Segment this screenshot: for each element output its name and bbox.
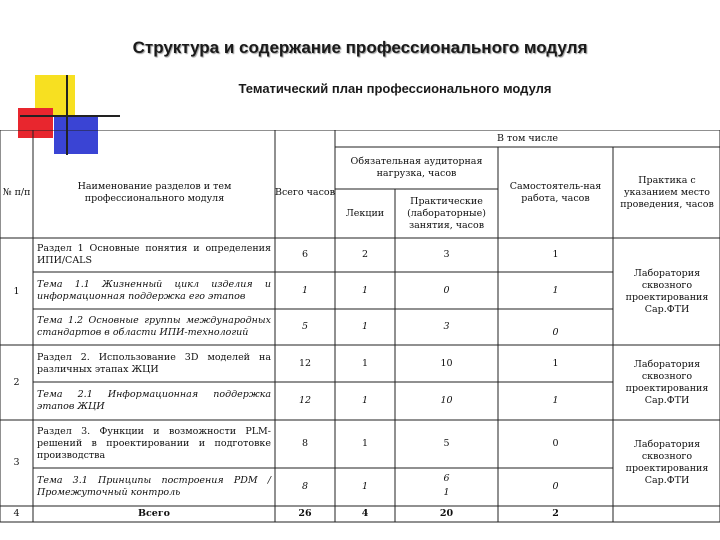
table-row-4-total: 12 xyxy=(298,395,312,406)
totals-lectures: 4 xyxy=(361,508,369,519)
table-row-1-name: Тема 1.1 Жизненный цикл изделия и информационная поддержка его этапов xyxy=(37,278,271,302)
header-name: Наименование разделов и тем профессионального модуля xyxy=(77,180,232,204)
table-row-6-total: 8 xyxy=(301,481,309,492)
table-row-0-practical: 3 xyxy=(443,249,450,260)
table-row-6-self: 0 xyxy=(552,481,559,492)
table-row-2-practical: 3 xyxy=(443,321,450,332)
header-mandatory: Обязательная аудиторная нагрузка, часов xyxy=(350,156,483,179)
table-row-4-lectures: 1 xyxy=(361,395,369,406)
table-row-6-name: Тема 3.1 Принципы построения PDM / Промежуточный контроль xyxy=(37,475,271,498)
table-row-0-self: 1 xyxy=(552,249,559,260)
practice-cell-3: Лаборатория сквозного проектирования Сар.ФТИ xyxy=(625,439,709,486)
table-row-1-lectures: 1 xyxy=(361,284,369,296)
table-row-3-self: 1 xyxy=(552,357,559,369)
table-row-1-total: 1 xyxy=(301,284,309,296)
header-total: Всего часов xyxy=(275,186,335,198)
header-v-tom-chisle: В том числе xyxy=(497,132,558,144)
table-row-5-practical: 5 xyxy=(443,438,450,449)
table-row-6-practical: 6 xyxy=(443,473,450,484)
table-row-0-total: 6 xyxy=(301,249,309,260)
table-row-2-lectures: 1 xyxy=(361,321,369,332)
page-subtitle: Тематический план профессионального модуля xyxy=(238,81,552,96)
group-number-1: 1 xyxy=(13,285,20,297)
group-number-4: 4 xyxy=(13,508,20,519)
totals-label: Всего xyxy=(137,508,171,519)
page-title: Структура и содержание профессионального модуля xyxy=(132,38,588,57)
table-row-5-self: 0 xyxy=(552,438,559,449)
table-row-5-lectures: 1 xyxy=(361,438,369,449)
group-number-3: 3 xyxy=(13,457,20,468)
table-row-0-lectures: 2 xyxy=(361,249,369,260)
header-practical: Практические (лабораторные) занятия, часов xyxy=(407,195,486,231)
table-row-3-practical: 10 xyxy=(440,357,453,369)
table-row-1-practical: 0 xyxy=(443,284,450,296)
table-row-6-practical-extra: 1 xyxy=(443,487,450,498)
header-self-work: Самостоятель-ная работа, часов xyxy=(509,180,602,204)
table-row-2-total: 5 xyxy=(301,321,309,332)
table-row-3-name: Раздел 2. Использование 3D моделей на различных этапах ЖЦИ xyxy=(37,351,271,375)
totals-practical: 20 xyxy=(439,508,454,519)
table-row-3-lectures: 1 xyxy=(361,357,369,369)
header-practice: Практика с указанием место проведения, часов xyxy=(620,174,714,210)
header-lectures: Лекции xyxy=(345,207,385,219)
decor-horizontal-line xyxy=(20,115,120,117)
table-row-3-total: 12 xyxy=(298,357,312,369)
totals-self: 2 xyxy=(552,508,559,519)
table-row-5-name: Раздел 3. Функции и возможности PLM-решений в проектировании и подготовке производства xyxy=(37,426,271,461)
table-row-4-self: 1 xyxy=(552,395,559,406)
table-row-1-self: 1 xyxy=(552,284,559,296)
table-row-4-practical: 10 xyxy=(440,395,453,406)
table-row-4-name: Тема 2.1 Информационная поддержка этапов ЖЦИ xyxy=(37,389,271,412)
table-row-5-total: 8 xyxy=(301,438,309,449)
header-number: № п/п xyxy=(2,186,31,198)
practice-cell-1: Лаборатория сквозного проектирования Сар.ФТИ xyxy=(625,267,709,315)
group-number-2: 2 xyxy=(13,376,20,388)
table-row-0-name: Раздел 1 Основные понятия и определения ИПИ/CALS xyxy=(37,243,271,266)
table-row-2-self: 0 xyxy=(552,326,559,338)
table-row-6-lectures: 1 xyxy=(361,481,369,492)
practice-cell-2: Лаборатория сквозного проектирования Сар.ФТИ xyxy=(625,358,709,406)
table-row-2-name: Тема 1.2 Основные группы международных стандартов в области ИПИ-технологий xyxy=(37,315,271,338)
totals-total: 26 xyxy=(298,508,312,519)
